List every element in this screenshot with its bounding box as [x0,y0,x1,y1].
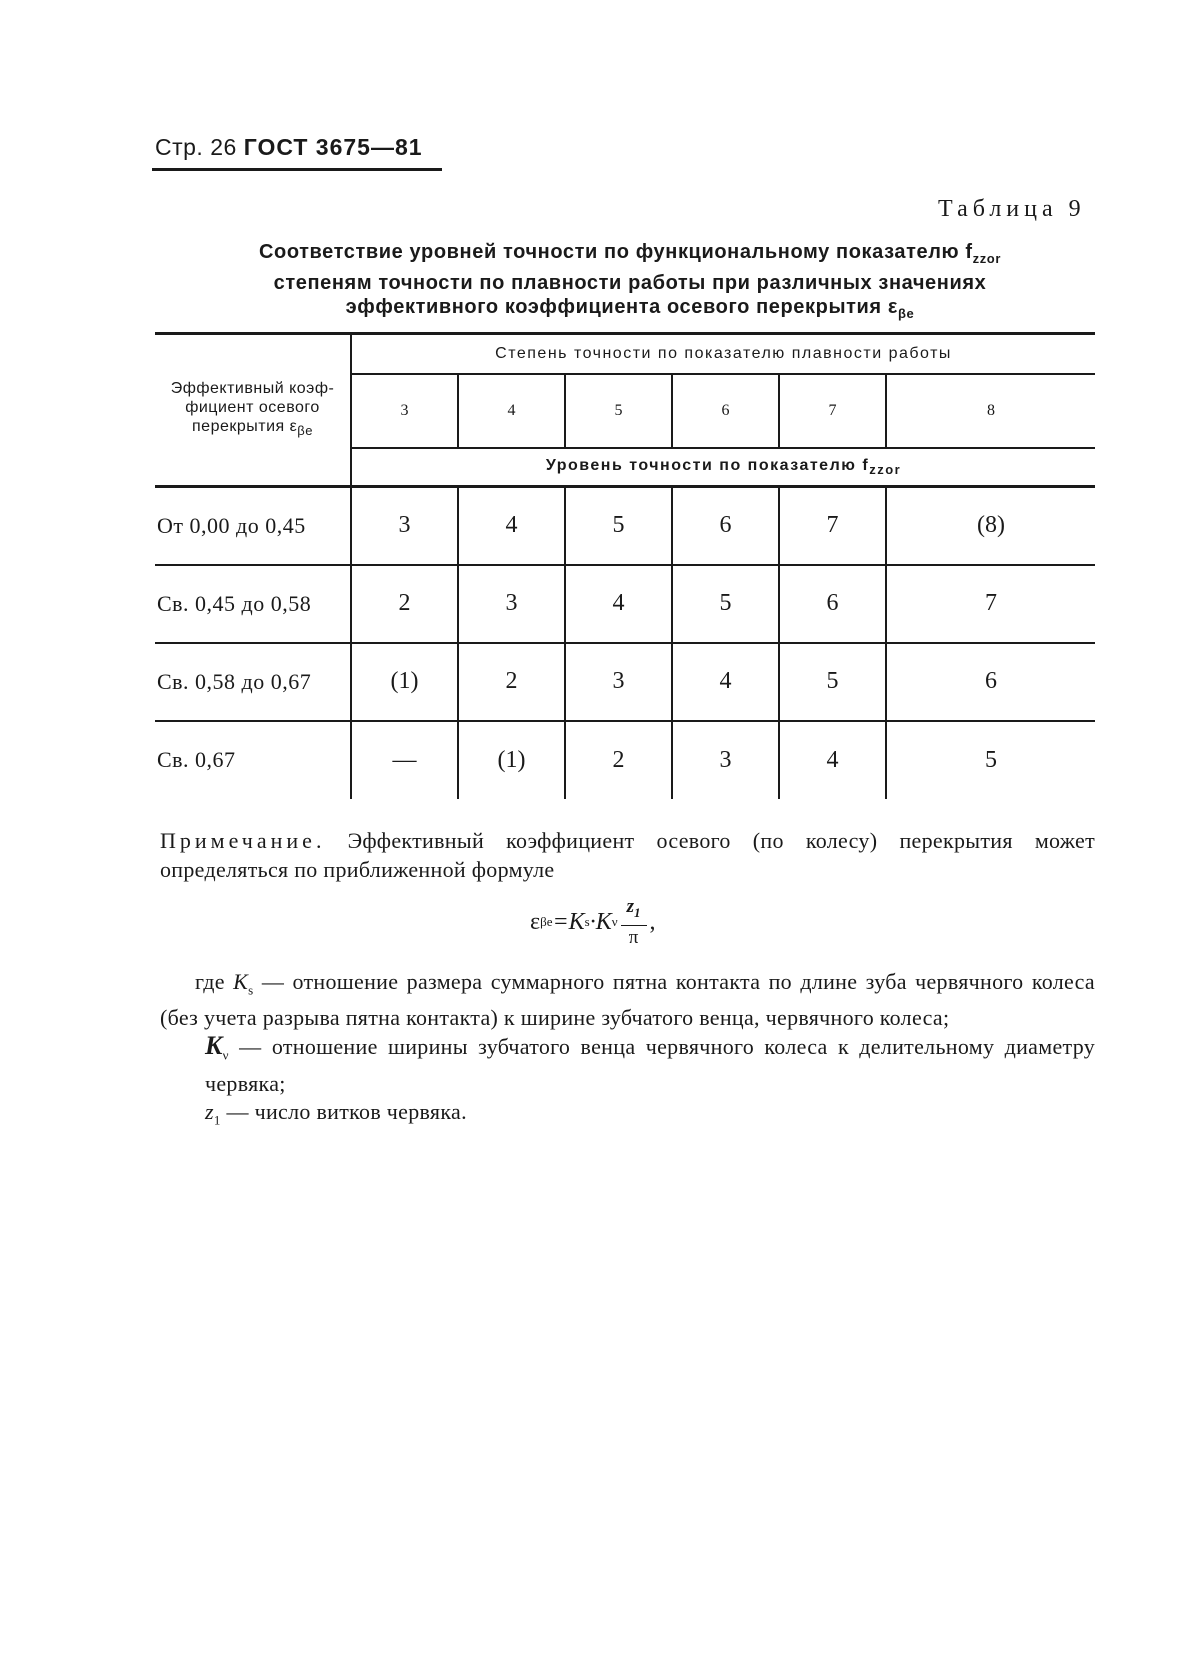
value-cell: 4 [565,565,672,643]
formula-lhs: ε [530,908,541,935]
value-cell: 7 [886,565,1095,643]
formula-dot: ·K [589,908,612,935]
value-cell: 3 [672,721,779,799]
value-cell: 2 [458,643,565,721]
row-label: Св. 0,58 до 0,67 [155,643,351,721]
row-label: От 0,00 до 0,45 [155,487,351,565]
formula-ks-sub: s [584,914,590,930]
definition-item [160,1098,1095,1134]
title-line-3: эффективного коэффициента осевого перекрытия ε [345,296,898,318]
value-cell: 5 [672,565,779,643]
value-cell: 2 [565,721,672,799]
table-row [155,721,1095,799]
table-row [155,643,1095,721]
level-header [351,448,1095,487]
definitions [160,968,1095,1134]
formula-fraction [621,895,647,950]
formula-lhs-sub: βe [540,914,553,930]
value-cell: 5 [565,487,672,565]
title-line-1-sub: zzor [972,251,1002,266]
note [160,826,1095,884]
accuracy-table [155,332,1095,799]
value-cell: 4 [672,643,779,721]
definition-symbol: z [205,1098,214,1124]
definition-item [160,968,1095,1032]
formula [530,895,656,950]
definition-symbol-sub: ν [222,1047,229,1063]
table-row [155,487,1095,565]
note-text: Эффективный коэффициент осевого (по колесу) перекрытия может определяться по приближенной формуле [160,828,1095,882]
table-title [170,240,1090,326]
definition-symbol-sub: s [248,982,254,998]
value-cell: 3 [565,643,672,721]
row-label: Св. 0,45 до 0,58 [155,565,351,643]
value-cell: 6 [672,487,779,565]
degree-cell: 4 [458,374,565,448]
degree-cell: 7 [779,374,886,448]
formula-mid: =K [552,908,585,935]
header-rule [152,168,442,171]
definition-text: — число витков червяка. [220,1098,467,1124]
degree-cell: 6 [672,374,779,448]
degree-cell: 5 [565,374,672,448]
value-cell: 6 [779,565,886,643]
row-header-label: Эффективный коэф-фициент осевого перекрытия ε [170,380,335,436]
value-cell: 3 [458,565,565,643]
definition-item [160,1032,1095,1097]
value-cell: 6 [886,643,1095,721]
definition-symbol: K [205,1031,223,1061]
page-number: Стр. 26 [155,134,237,160]
table-body [155,487,1095,799]
value-cell: 4 [779,721,886,799]
row-header-cell [155,334,351,487]
value-cell: 5 [886,721,1095,799]
value-cell: 3 [351,487,458,565]
formula-numerator: z [626,896,635,917]
value-cell: 4 [458,487,565,565]
standard-code: ГОСТ 3675—81 [243,134,423,160]
formula-tail: , [649,908,656,935]
value-cell: 2 [351,565,458,643]
value-cell: 5 [779,643,886,721]
degree-header: Степень точности по показателю плавности работы [351,334,1095,375]
formula-numerator-sub: 1 [634,904,641,920]
value-cell: 7 [779,487,886,565]
table-label: Таблица 9 [938,196,1086,222]
title-line-1: Соответствие уровней точности по функциональному показателю f [258,241,973,263]
formula-denominator: π [628,926,639,948]
row-header-sub: βe [297,423,313,439]
definition-text: — отношение ширины зубчатого венца червячного колеса к делительному диаметру червяка; [205,1034,1095,1096]
title-line-3-sub: βe [897,306,915,321]
note-label: Примечание. [160,828,326,853]
row-label: Св. 0,67 [157,747,236,772]
value-cell: (1) [458,721,565,799]
value-cell: (1) [351,643,458,721]
table-row [155,565,1095,643]
definition-symbol: K [233,969,249,994]
definition-symbol-sub: 1 [213,1112,221,1128]
level-header-sub: zzor [869,462,902,478]
degree-cell: 3 [351,374,458,448]
value-cell: (8) [886,487,1095,565]
running-header [155,134,423,161]
level-header-label: Уровень точности по показателю f [545,456,870,474]
definition-text: — отношение размера суммарного пятна контакта по длине зуба червячного колеса (без учета разрыва пятна контакта) к ширине зубчатого венца, червячного колеса; [160,969,1095,1031]
degree-cell: 8 [886,374,1095,448]
definition-prefix: где [195,969,234,994]
value-cell: — [351,721,458,799]
title-line-2: степеням точности по плавности работы при различных значениях [273,272,987,294]
formula-kv-sub: ν [611,914,618,930]
